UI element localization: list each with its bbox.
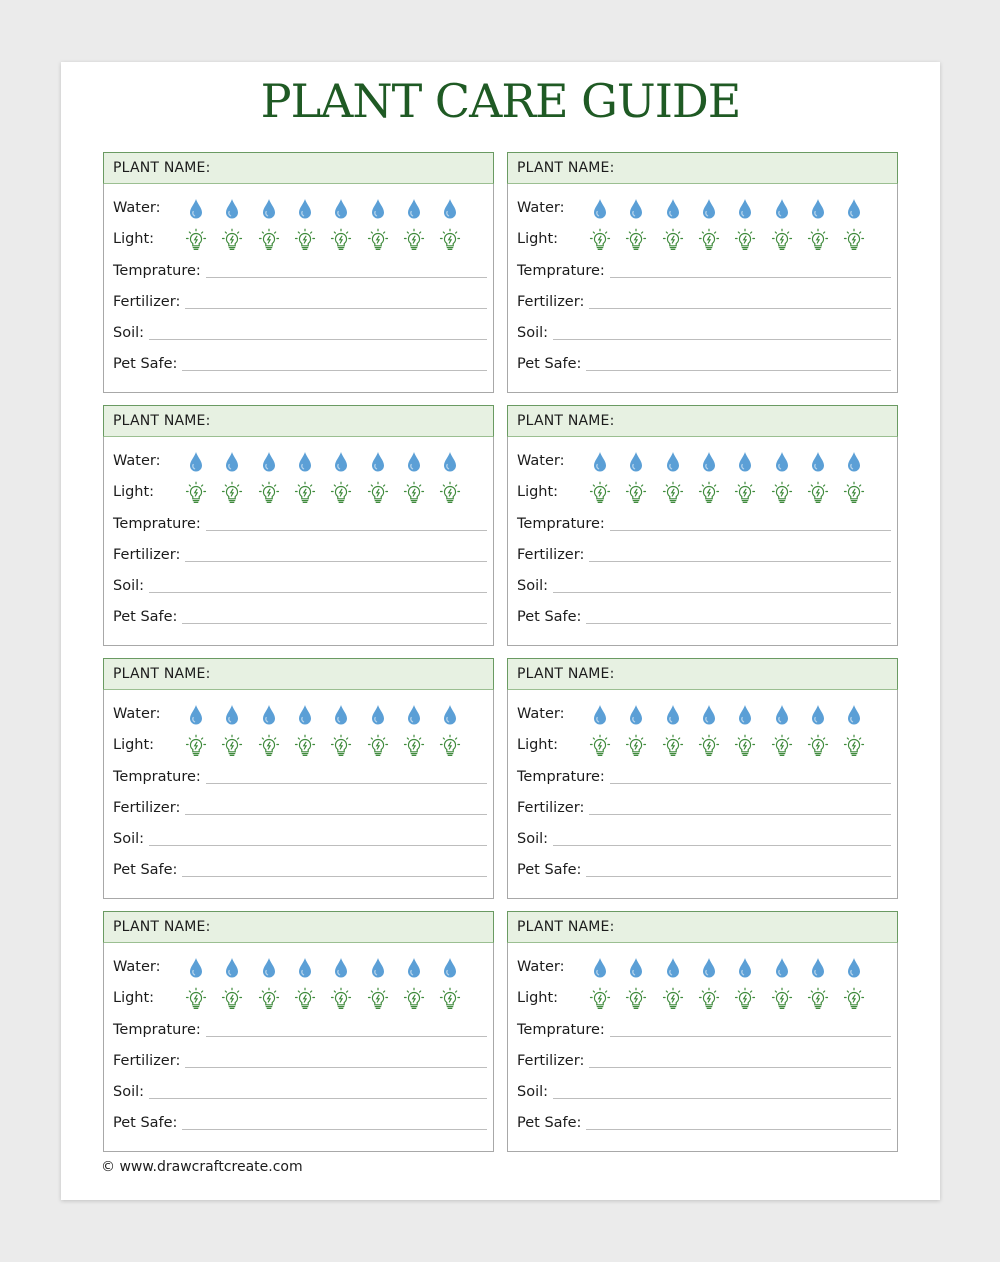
field-label: Temprature: [517, 516, 605, 532]
light-bulb-icon[interactable] [258, 228, 278, 252]
field-row [517, 828, 891, 850]
light-bulb-icon[interactable] [439, 228, 459, 252]
plant-name-header [507, 658, 898, 690]
light-bulb-icon[interactable] [185, 481, 205, 505]
light-label: Light: [517, 737, 559, 753]
field-label: Soil: [517, 325, 549, 341]
light-bulb-icon[interactable] [221, 228, 241, 252]
light-row [517, 987, 891, 1009]
water-drop-icon[interactable] [663, 703, 683, 727]
field-row [517, 513, 891, 535]
field-label: Fertilizer: [113, 1053, 181, 1069]
writing-line[interactable] [610, 529, 891, 531]
water-row [517, 450, 891, 472]
water-drop-icon[interactable] [440, 703, 460, 727]
plant-name-header [103, 658, 494, 690]
water-drop-icon[interactable] [626, 956, 646, 980]
light-bulb-icon[interactable] [403, 987, 423, 1011]
water-drop-icon[interactable] [808, 450, 828, 474]
light-bulb-icon[interactable] [771, 481, 791, 505]
plant-card [507, 658, 898, 899]
page-title: PLANT CARE GUIDE [260, 74, 741, 128]
field-row [517, 260, 891, 282]
water-row [517, 703, 891, 725]
water-drop-icon[interactable] [186, 450, 206, 474]
plant-name-label: PLANT NAME: [517, 919, 615, 935]
field-label: Soil: [517, 831, 549, 847]
copyright-footer: © www.drawcraftcreate.com [101, 1159, 303, 1175]
light-bulb-icon[interactable] [698, 481, 718, 505]
field-row [517, 797, 891, 819]
light-bulb-icon[interactable] [330, 481, 350, 505]
writing-line[interactable] [149, 591, 487, 593]
field-label: Temprature: [517, 263, 605, 279]
plant-name-label: PLANT NAME: [517, 413, 615, 429]
writing-line[interactable] [206, 276, 487, 278]
light-bulb-icon[interactable] [589, 734, 609, 758]
plant-card [103, 405, 494, 646]
field-row [113, 1081, 487, 1103]
writing-line[interactable] [182, 369, 487, 371]
field-row [517, 575, 891, 597]
water-drop-icon[interactable] [699, 450, 719, 474]
writing-line[interactable] [553, 844, 891, 846]
field-row [517, 322, 891, 344]
light-bulb-icon[interactable] [185, 734, 205, 758]
field-row [517, 1050, 891, 1072]
water-drop-icon[interactable] [844, 197, 864, 221]
water-drop-icon[interactable] [368, 450, 388, 474]
light-bulb-icon[interactable] [367, 481, 387, 505]
light-label: Light: [517, 231, 559, 247]
writing-line[interactable] [589, 560, 891, 562]
light-bulb-icon[interactable] [662, 228, 682, 252]
plant-card [103, 911, 494, 1152]
water-drop-icon[interactable] [222, 703, 242, 727]
water-drop-icon[interactable] [844, 956, 864, 980]
light-bulb-icon[interactable] [403, 481, 423, 505]
field-row [113, 766, 487, 788]
writing-line[interactable] [182, 875, 487, 877]
writing-line[interactable] [206, 1035, 487, 1037]
water-drop-icon[interactable] [772, 197, 792, 221]
water-drop-icon[interactable] [222, 956, 242, 980]
writing-line[interactable] [553, 591, 891, 593]
field-row [113, 606, 487, 628]
writing-line[interactable] [586, 1128, 891, 1130]
water-label: Water: [517, 959, 565, 975]
plant-name-header [103, 911, 494, 943]
water-row [113, 450, 487, 472]
water-drop-icon[interactable] [663, 197, 683, 221]
water-drop-icon[interactable] [590, 703, 610, 727]
water-row [113, 703, 487, 725]
field-label: Fertilizer: [517, 547, 585, 563]
light-bulb-icon[interactable] [807, 987, 827, 1011]
writing-line[interactable] [586, 369, 891, 371]
light-row [113, 987, 487, 1009]
writing-line[interactable] [553, 1097, 891, 1099]
light-bulb-icon[interactable] [771, 987, 791, 1011]
field-label: Temprature: [113, 769, 201, 785]
plant-name-label: PLANT NAME: [113, 413, 211, 429]
writing-line[interactable] [586, 622, 891, 624]
plant-name-header [507, 405, 898, 437]
light-bulb-icon[interactable] [258, 987, 278, 1011]
light-bulb-icon[interactable] [221, 987, 241, 1011]
field-label: Soil: [517, 1084, 549, 1100]
water-drop-icon[interactable] [735, 450, 755, 474]
plant-card [507, 911, 898, 1152]
water-drop-icon[interactable] [259, 703, 279, 727]
water-label: Water: [517, 706, 565, 722]
light-bulb-icon[interactable] [258, 734, 278, 758]
water-drop-icon[interactable] [808, 703, 828, 727]
light-bulb-icon[interactable] [734, 734, 754, 758]
light-bulb-icon[interactable] [367, 734, 387, 758]
water-drop-icon[interactable] [259, 956, 279, 980]
water-drop-icon[interactable] [440, 450, 460, 474]
field-label: Temprature: [517, 1022, 605, 1038]
field-row [113, 322, 487, 344]
writing-line[interactable] [610, 276, 891, 278]
light-bulb-icon[interactable] [662, 481, 682, 505]
field-label: Fertilizer: [113, 800, 181, 816]
light-bulb-icon[interactable] [258, 481, 278, 505]
field-row [113, 828, 487, 850]
writing-line[interactable] [206, 782, 487, 784]
field-label: Soil: [113, 831, 145, 847]
field-label: Fertilizer: [517, 1053, 585, 1069]
light-label: Light: [517, 484, 559, 500]
water-drop-icon[interactable] [440, 956, 460, 980]
field-label: Fertilizer: [517, 294, 585, 310]
water-drop-icon[interactable] [735, 956, 755, 980]
light-bulb-icon[interactable] [734, 481, 754, 505]
water-drop-icon[interactable] [663, 956, 683, 980]
water-drop-icon[interactable] [772, 703, 792, 727]
plant-name-label: PLANT NAME: [113, 666, 211, 682]
light-bulb-icon[interactable] [221, 481, 241, 505]
light-bulb-icon[interactable] [843, 228, 863, 252]
water-drop-icon[interactable] [735, 703, 755, 727]
water-label: Water: [517, 453, 565, 469]
light-bulb-icon[interactable] [698, 987, 718, 1011]
writing-line[interactable] [182, 622, 487, 624]
water-drop-icon[interactable] [808, 197, 828, 221]
writing-line[interactable] [149, 844, 487, 846]
light-row [517, 481, 891, 503]
field-row [517, 1081, 891, 1103]
water-row [113, 197, 487, 219]
water-drop-icon[interactable] [404, 956, 424, 980]
plant-card [103, 658, 494, 899]
field-label: Soil: [113, 325, 145, 341]
light-bulb-icon[interactable] [625, 987, 645, 1011]
water-drop-icon[interactable] [404, 703, 424, 727]
light-label: Light: [113, 484, 155, 500]
plant-card [507, 152, 898, 393]
water-drop-icon[interactable] [295, 450, 315, 474]
light-bulb-icon[interactable] [185, 987, 205, 1011]
water-label: Water: [113, 959, 161, 975]
field-label: Pet Safe: [113, 862, 178, 878]
water-drop-icon[interactable] [626, 450, 646, 474]
light-label: Light: [113, 231, 155, 247]
water-drop-icon[interactable] [844, 703, 864, 727]
water-drop-icon[interactable] [295, 956, 315, 980]
water-drop-icon[interactable] [368, 197, 388, 221]
light-bulb-icon[interactable] [662, 987, 682, 1011]
water-drop-icon[interactable] [772, 450, 792, 474]
field-label: Pet Safe: [517, 609, 582, 625]
light-bulb-icon[interactable] [807, 481, 827, 505]
water-drop-icon[interactable] [663, 450, 683, 474]
water-drop-icon[interactable] [222, 197, 242, 221]
plant-name-header [507, 152, 898, 184]
writing-line[interactable] [586, 875, 891, 877]
light-bulb-icon[interactable] [403, 228, 423, 252]
light-row [113, 734, 487, 756]
plant-name-label: PLANT NAME: [517, 666, 615, 682]
water-label: Water: [113, 706, 161, 722]
field-row [113, 859, 487, 881]
writing-line[interactable] [185, 307, 487, 309]
water-drop-icon[interactable] [590, 197, 610, 221]
light-bulb-icon[interactable] [439, 734, 459, 758]
light-bulb-icon[interactable] [367, 228, 387, 252]
light-bulb-icon[interactable] [625, 734, 645, 758]
water-drop-icon[interactable] [404, 197, 424, 221]
light-bulb-icon[interactable] [843, 987, 863, 1011]
light-bulb-icon[interactable] [843, 734, 863, 758]
field-label: Temprature: [113, 1022, 201, 1038]
field-label: Temprature: [517, 769, 605, 785]
water-label: Water: [113, 453, 161, 469]
writing-line[interactable] [610, 782, 891, 784]
light-bulb-icon[interactable] [662, 734, 682, 758]
light-bulb-icon[interactable] [807, 734, 827, 758]
water-drop-icon[interactable] [404, 450, 424, 474]
light-bulb-icon[interactable] [330, 734, 350, 758]
writing-line[interactable] [206, 529, 487, 531]
field-row [517, 353, 891, 375]
light-bulb-icon[interactable] [439, 987, 459, 1011]
light-bulb-icon[interactable] [367, 987, 387, 1011]
field-label: Soil: [113, 578, 145, 594]
writing-line[interactable] [182, 1128, 487, 1130]
light-bulb-icon[interactable] [330, 987, 350, 1011]
water-drop-icon[interactable] [186, 703, 206, 727]
field-row [517, 1112, 891, 1134]
light-bulb-icon[interactable] [294, 987, 314, 1011]
water-drop-icon[interactable] [699, 197, 719, 221]
water-drop-icon[interactable] [331, 703, 351, 727]
water-drop-icon[interactable] [368, 956, 388, 980]
writing-line[interactable] [149, 1097, 487, 1099]
light-bulb-icon[interactable] [734, 987, 754, 1011]
writing-line[interactable] [185, 1066, 487, 1068]
water-drop-icon[interactable] [331, 197, 351, 221]
field-row [113, 353, 487, 375]
field-row [517, 859, 891, 881]
field-label: Fertilizer: [517, 800, 585, 816]
water-drop-icon[interactable] [440, 197, 460, 221]
writing-line[interactable] [589, 813, 891, 815]
plant-card [507, 405, 898, 646]
light-bulb-icon[interactable] [294, 481, 314, 505]
writing-line[interactable] [610, 1035, 891, 1037]
light-bulb-icon[interactable] [625, 481, 645, 505]
water-drop-icon[interactable] [699, 703, 719, 727]
water-label: Water: [113, 200, 161, 216]
plant-name-header [103, 405, 494, 437]
field-label: Pet Safe: [517, 356, 582, 372]
writing-line[interactable] [553, 338, 891, 340]
water-drop-icon[interactable] [808, 956, 828, 980]
light-bulb-icon[interactable] [843, 481, 863, 505]
water-drop-icon[interactable] [186, 956, 206, 980]
light-bulb-icon[interactable] [698, 734, 718, 758]
light-bulb-icon[interactable] [403, 734, 423, 758]
light-bulb-icon[interactable] [294, 734, 314, 758]
field-label: Pet Safe: [113, 1115, 178, 1131]
writing-line[interactable] [185, 560, 487, 562]
light-bulb-icon[interactable] [221, 734, 241, 758]
water-drop-icon[interactable] [368, 703, 388, 727]
field-row [517, 606, 891, 628]
water-drop-icon[interactable] [331, 956, 351, 980]
field-row [113, 1019, 487, 1041]
light-row [113, 228, 487, 250]
water-drop-icon[interactable] [259, 197, 279, 221]
light-bulb-icon[interactable] [294, 228, 314, 252]
field-label: Temprature: [113, 516, 201, 532]
water-drop-icon[interactable] [699, 956, 719, 980]
field-label: Fertilizer: [113, 294, 181, 310]
light-bulb-icon[interactable] [439, 481, 459, 505]
light-bulb-icon[interactable] [771, 228, 791, 252]
light-bulb-icon[interactable] [589, 481, 609, 505]
light-bulb-icon[interactable] [698, 228, 718, 252]
water-drop-icon[interactable] [844, 450, 864, 474]
water-drop-icon[interactable] [772, 956, 792, 980]
light-bulb-icon[interactable] [771, 734, 791, 758]
field-label: Pet Safe: [113, 356, 178, 372]
light-label: Light: [517, 990, 559, 1006]
water-drop-icon[interactable] [295, 197, 315, 221]
field-row [517, 766, 891, 788]
water-row [517, 197, 891, 219]
field-label: Pet Safe: [517, 1115, 582, 1131]
field-label: Soil: [113, 1084, 145, 1100]
water-row [517, 956, 891, 978]
light-bulb-icon[interactable] [185, 228, 205, 252]
light-bulb-icon[interactable] [330, 228, 350, 252]
water-drop-icon[interactable] [186, 197, 206, 221]
light-row [517, 734, 891, 756]
plant-card [103, 152, 494, 393]
writing-line[interactable] [589, 307, 891, 309]
light-bulb-icon[interactable] [807, 228, 827, 252]
plant-name-label: PLANT NAME: [113, 919, 211, 935]
plant-name-label: PLANT NAME: [113, 160, 211, 176]
water-drop-icon[interactable] [222, 450, 242, 474]
field-row [113, 291, 487, 313]
field-row [113, 544, 487, 566]
field-row [113, 513, 487, 535]
field-label: Soil: [517, 578, 549, 594]
writing-line[interactable] [589, 1066, 891, 1068]
field-label: Fertilizer: [113, 547, 181, 563]
light-label: Light: [113, 737, 155, 753]
printable-page [61, 62, 940, 1200]
water-drop-icon[interactable] [590, 956, 610, 980]
writing-line[interactable] [149, 338, 487, 340]
field-label: Pet Safe: [113, 609, 178, 625]
writing-line[interactable] [185, 813, 487, 815]
field-row [113, 575, 487, 597]
plant-name-header [507, 911, 898, 943]
field-label: Temprature: [113, 263, 201, 279]
light-row [517, 228, 891, 250]
light-bulb-icon[interactable] [589, 228, 609, 252]
water-label: Water: [517, 200, 565, 216]
water-drop-icon[interactable] [626, 703, 646, 727]
water-drop-icon[interactable] [331, 450, 351, 474]
water-drop-icon[interactable] [590, 450, 610, 474]
water-drop-icon[interactable] [295, 703, 315, 727]
field-row [113, 797, 487, 819]
field-row [113, 1050, 487, 1072]
light-label: Light: [113, 990, 155, 1006]
field-row [517, 544, 891, 566]
light-bulb-icon[interactable] [734, 228, 754, 252]
light-row [113, 481, 487, 503]
plant-name-label: PLANT NAME: [517, 160, 615, 176]
water-row [113, 956, 487, 978]
field-row [113, 260, 487, 282]
field-row [517, 1019, 891, 1041]
water-drop-icon[interactable] [626, 197, 646, 221]
field-row [517, 291, 891, 313]
water-drop-icon[interactable] [735, 197, 755, 221]
light-bulb-icon[interactable] [625, 228, 645, 252]
field-row [113, 1112, 487, 1134]
water-drop-icon[interactable] [259, 450, 279, 474]
field-label: Pet Safe: [517, 862, 582, 878]
plant-name-header [103, 152, 494, 184]
light-bulb-icon[interactable] [589, 987, 609, 1011]
